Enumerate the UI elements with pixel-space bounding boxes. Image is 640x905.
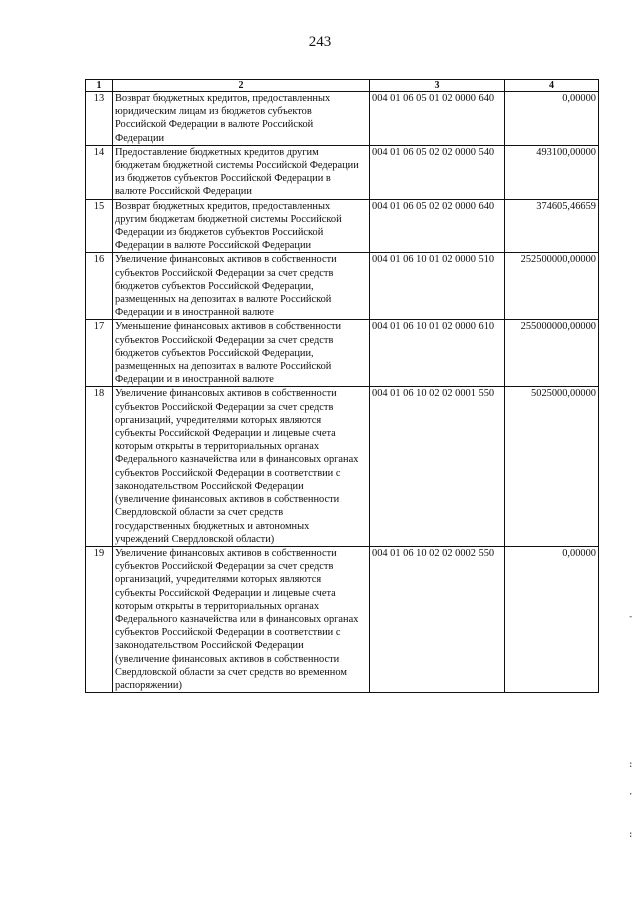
row-name-line: организаций, учредителями которых являются [115, 414, 322, 426]
row-name-line: (увеличение финансовых активов в собственности [115, 653, 340, 665]
row-name-line: субъектов Российской Федерации за счет средств [115, 267, 334, 279]
row-name [113, 546, 370, 692]
row-name-line: другим бюджетам бюджетной системы Российской [115, 213, 342, 225]
row-number: 14 [86, 145, 113, 199]
page-number: 243 [308, 34, 332, 50]
row-number: 19 [86, 546, 113, 692]
row-name-line: Увеличение финансовых активов в собственности [115, 547, 337, 559]
row-code: 004 01 06 05 02 02 0000 640 [370, 199, 505, 253]
row-name-line: Свердловской области за счет средств во временном [115, 666, 347, 678]
column-header-name: 2 [113, 80, 370, 92]
table-row [86, 92, 599, 146]
row-name-line: субъектов Российской Федерации в соответствии с [115, 627, 341, 639]
row-name-line: государственных бюджетных и автономных [115, 520, 310, 532]
row-code: 004 01 06 05 01 02 0000 640 [370, 92, 505, 146]
row-code: 004 01 06 10 01 02 0000 610 [370, 320, 505, 387]
row-name-line: Увеличение финансовых активов в собственности [115, 388, 337, 400]
row-name-line: которым открыты в территориальных органах [115, 600, 320, 612]
row-name-line: субъектов Российской Федерации за счет средств [115, 561, 334, 573]
row-number: 16 [86, 253, 113, 320]
row-amount: 0,00000 [505, 546, 599, 692]
row-name-line: субъектов Российской Федерации за счет средств [115, 401, 334, 413]
row-name-line: субъектов Российской Федерации в соответствии с [115, 467, 341, 479]
row-name-line: размещенных на депозитах в валюте Российской [115, 361, 332, 373]
column-header-number: 1 [86, 80, 113, 92]
row-name-line: Федерации и в иностранной валюте [115, 307, 274, 319]
row-name-line: Предоставление бюджетных кредитов другим [115, 146, 319, 158]
row-name-line: организаций, учредителями которых являются [115, 574, 322, 586]
row-name-line: Российской Федерации в валюте Российской [115, 119, 314, 131]
row-name-line: размещенных на депозитах в валюте Российской [115, 294, 332, 306]
row-name-line: Увеличение финансовых активов в собственности [115, 254, 337, 266]
row-number: 17 [86, 320, 113, 387]
scan-artifact: · [628, 790, 634, 800]
table-header-row [86, 80, 599, 92]
column-header-code: 3 [370, 80, 505, 92]
row-number: 15 [86, 199, 113, 253]
row-name-line: бюджетам бюджетной системы Российской Федерации [115, 160, 359, 172]
row-name-line: из бюджетов субъектов Российской Федерации в [115, 173, 331, 185]
row-number: 13 [86, 92, 113, 146]
budget-sources-table [85, 79, 599, 693]
row-name-line: Федерации из бюджетов субъектов Российской [115, 227, 324, 239]
row-name-line: субъекты Российской Федерации и лицевые счета [115, 428, 336, 440]
row-name-line: Возврат бюджетных кредитов, предоставленных [115, 200, 331, 212]
row-name-line: Федерального казначейства или в финансовых органах [115, 613, 359, 625]
row-name-line: Уменьшение финансовых активов в собственности [115, 321, 342, 333]
row-name-line: Федерации [115, 132, 165, 144]
row-name-line: Возврат бюджетных кредитов, предоставленных [115, 93, 331, 104]
table-row [86, 320, 599, 387]
row-name-line: Федерации и в иностранной валюте [115, 374, 274, 386]
row-name [113, 92, 370, 146]
row-name-line: распоряжении) [115, 679, 182, 691]
row-amount: 255000000,00000 [505, 320, 599, 387]
row-name-line: законодательством Российской Федерации [115, 640, 304, 652]
table-row [86, 199, 599, 253]
table-row [86, 253, 599, 320]
column-header-amount: 4 [505, 80, 599, 92]
row-name-line: бюджетов субъектов Российской Федерации, [115, 280, 314, 292]
row-code: 004 01 06 10 02 02 0002 550 [370, 546, 505, 692]
row-amount: 252500000,00000 [505, 253, 599, 320]
row-name-line: юридическим лицам из бюджетов субъектов [115, 106, 312, 118]
row-name [113, 320, 370, 387]
row-code: 004 01 06 10 01 02 0000 510 [370, 253, 505, 320]
row-code: 004 01 06 10 02 02 0001 550 [370, 387, 505, 546]
row-name-line: которым открыты в территориальных органах [115, 441, 320, 453]
row-name-line: Федерального казначейства или в финансовых органах [115, 454, 359, 466]
row-name [113, 387, 370, 546]
row-name [113, 199, 370, 253]
row-name-line: бюджетов субъектов Российской Федерации, [115, 347, 314, 359]
row-name-line: субъектов Российской Федерации за счет средств [115, 334, 334, 346]
scan-artifact: - [628, 612, 634, 622]
table-row [86, 145, 599, 199]
scan-artifact: : [628, 830, 634, 840]
row-name-line: законодательством Российской Федерации [115, 480, 304, 492]
row-name-line: валюте Российской Федерации [115, 186, 252, 198]
row-amount: 374605,46659 [505, 199, 599, 253]
table-row [86, 387, 599, 546]
row-number: 18 [86, 387, 113, 546]
table-row [86, 546, 599, 692]
row-code: 004 01 06 05 02 02 0000 540 [370, 145, 505, 199]
row-name-line: субъекты Российской Федерации и лицевые счета [115, 587, 336, 599]
row-amount: 0,00000 [505, 92, 599, 146]
row-name-line: учреждений Свердловской области) [115, 533, 275, 545]
table-body [86, 92, 599, 693]
row-name-line: Федерации в валюте Российской Федерации [115, 240, 312, 252]
row-amount: 493100,00000 [505, 145, 599, 199]
scan-artifact: : [628, 760, 634, 770]
row-name [113, 145, 370, 199]
row-name-line: (увеличение финансовых активов в собственности [115, 494, 340, 506]
row-amount: 5025000,00000 [505, 387, 599, 546]
row-name [113, 253, 370, 320]
row-name-line: Свердловской области за счет средств [115, 507, 284, 519]
